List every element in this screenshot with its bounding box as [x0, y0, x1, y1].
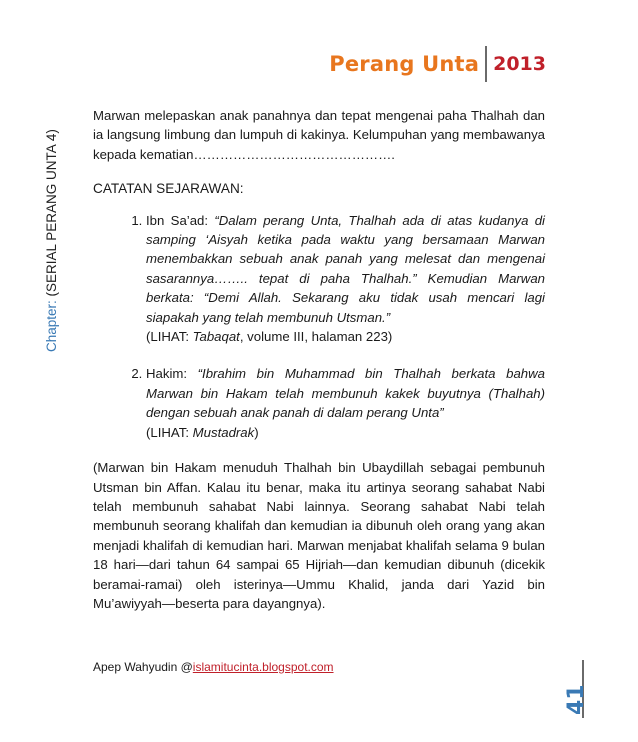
note-citation: [146, 327, 545, 346]
citation-suffix: , volume III, halaman 223): [239, 329, 393, 345]
intro-paragraph: Marwan melepaskan anak panahnya dan tepat mengenai paha Thalhah dan ia langsung limbung dan lumpuh di kakinya. Kelumpuhan yang membawanya kepada kematian……………………………………….: [93, 108, 545, 162]
page-footer: [93, 660, 334, 674]
page-number: 41: [564, 684, 589, 715]
chapter-side-label: [44, 129, 59, 352]
note-item: [146, 211, 545, 347]
chapter-label: Chapter:: [44, 296, 59, 352]
note-quote: “Ibrahim bin Muhammad bin Thalhah berkata bahwa Marwan bin Hakam telah membunuh kakek buyutnya (Thalhah) dengan sebuah anak panah di dalam perang Unta”: [146, 366, 545, 421]
section-heading: CATATAN SEJARAWAN:: [93, 181, 244, 197]
closing-paragraph: (Marwan bin Hakam menuduh Thalhah bin Ubaydillah sebagai pembunuh Utsman bin Affan. Kalau itu benar, maka itu artinya seorang sahabat Nabi telah membunuh sahabat Nabi lainnya. Seorang sahabat Nabi telah membunuh seorang khalifah dan kemudian ia dibunuh oleh orang yang akan menjadi khalifah di kemudian hari. Marwan menjabat khalifah selama 9 bulan 18 hari—dari tahun 64 sampai 65 Hijriah—dan kemudian dibunuh (dicekik beramai-ramai) oleh isterinya—Ummu Khalid, janda dari Yazid bin Mu’awiyyah—beserta para dayangnya).: [93, 460, 545, 611]
header-year: 2013: [493, 53, 546, 75]
citation-prefix: (LIHAT:: [146, 424, 193, 440]
citation-suffix: ): [254, 424, 259, 440]
citation-prefix: (LIHAT:: [146, 329, 193, 345]
note-citation: [146, 423, 545, 442]
note-quote: “Dalam perang Unta, Thalhah ada di atas kudanya di samping ‘Aisyah ketika pada waktu yang bersamaan Marwan menembakkan sebuah anak panah yang melesat dan mengenai sasarannya…….. tepat di paha Thalhah.” Kemudian Marwan berkata: “Demi Allah. Sekarang aku tidak usah mencari lagi siapakah yang telah membunuh Utsman.”: [146, 212, 545, 325]
footer-blog-link[interactable]: islamitucinta.blogspot.com: [192, 660, 334, 674]
chapter-title: (SERIAL PERANG UNTA 4): [44, 129, 59, 297]
document-body: [93, 106, 545, 613]
header-title: Perang Unta: [329, 52, 480, 76]
citation-work: Mustadrak: [192, 424, 255, 440]
note-source: Ibn Sa’ad:: [146, 212, 215, 228]
footer-author: Apep Wahyudin @: [93, 660, 193, 674]
note-item: [146, 364, 545, 442]
note-source: Hakim:: [146, 366, 198, 382]
page-header: [329, 46, 546, 82]
notes-list: [93, 211, 545, 442]
citation-work: Tabaqat: [192, 329, 240, 345]
